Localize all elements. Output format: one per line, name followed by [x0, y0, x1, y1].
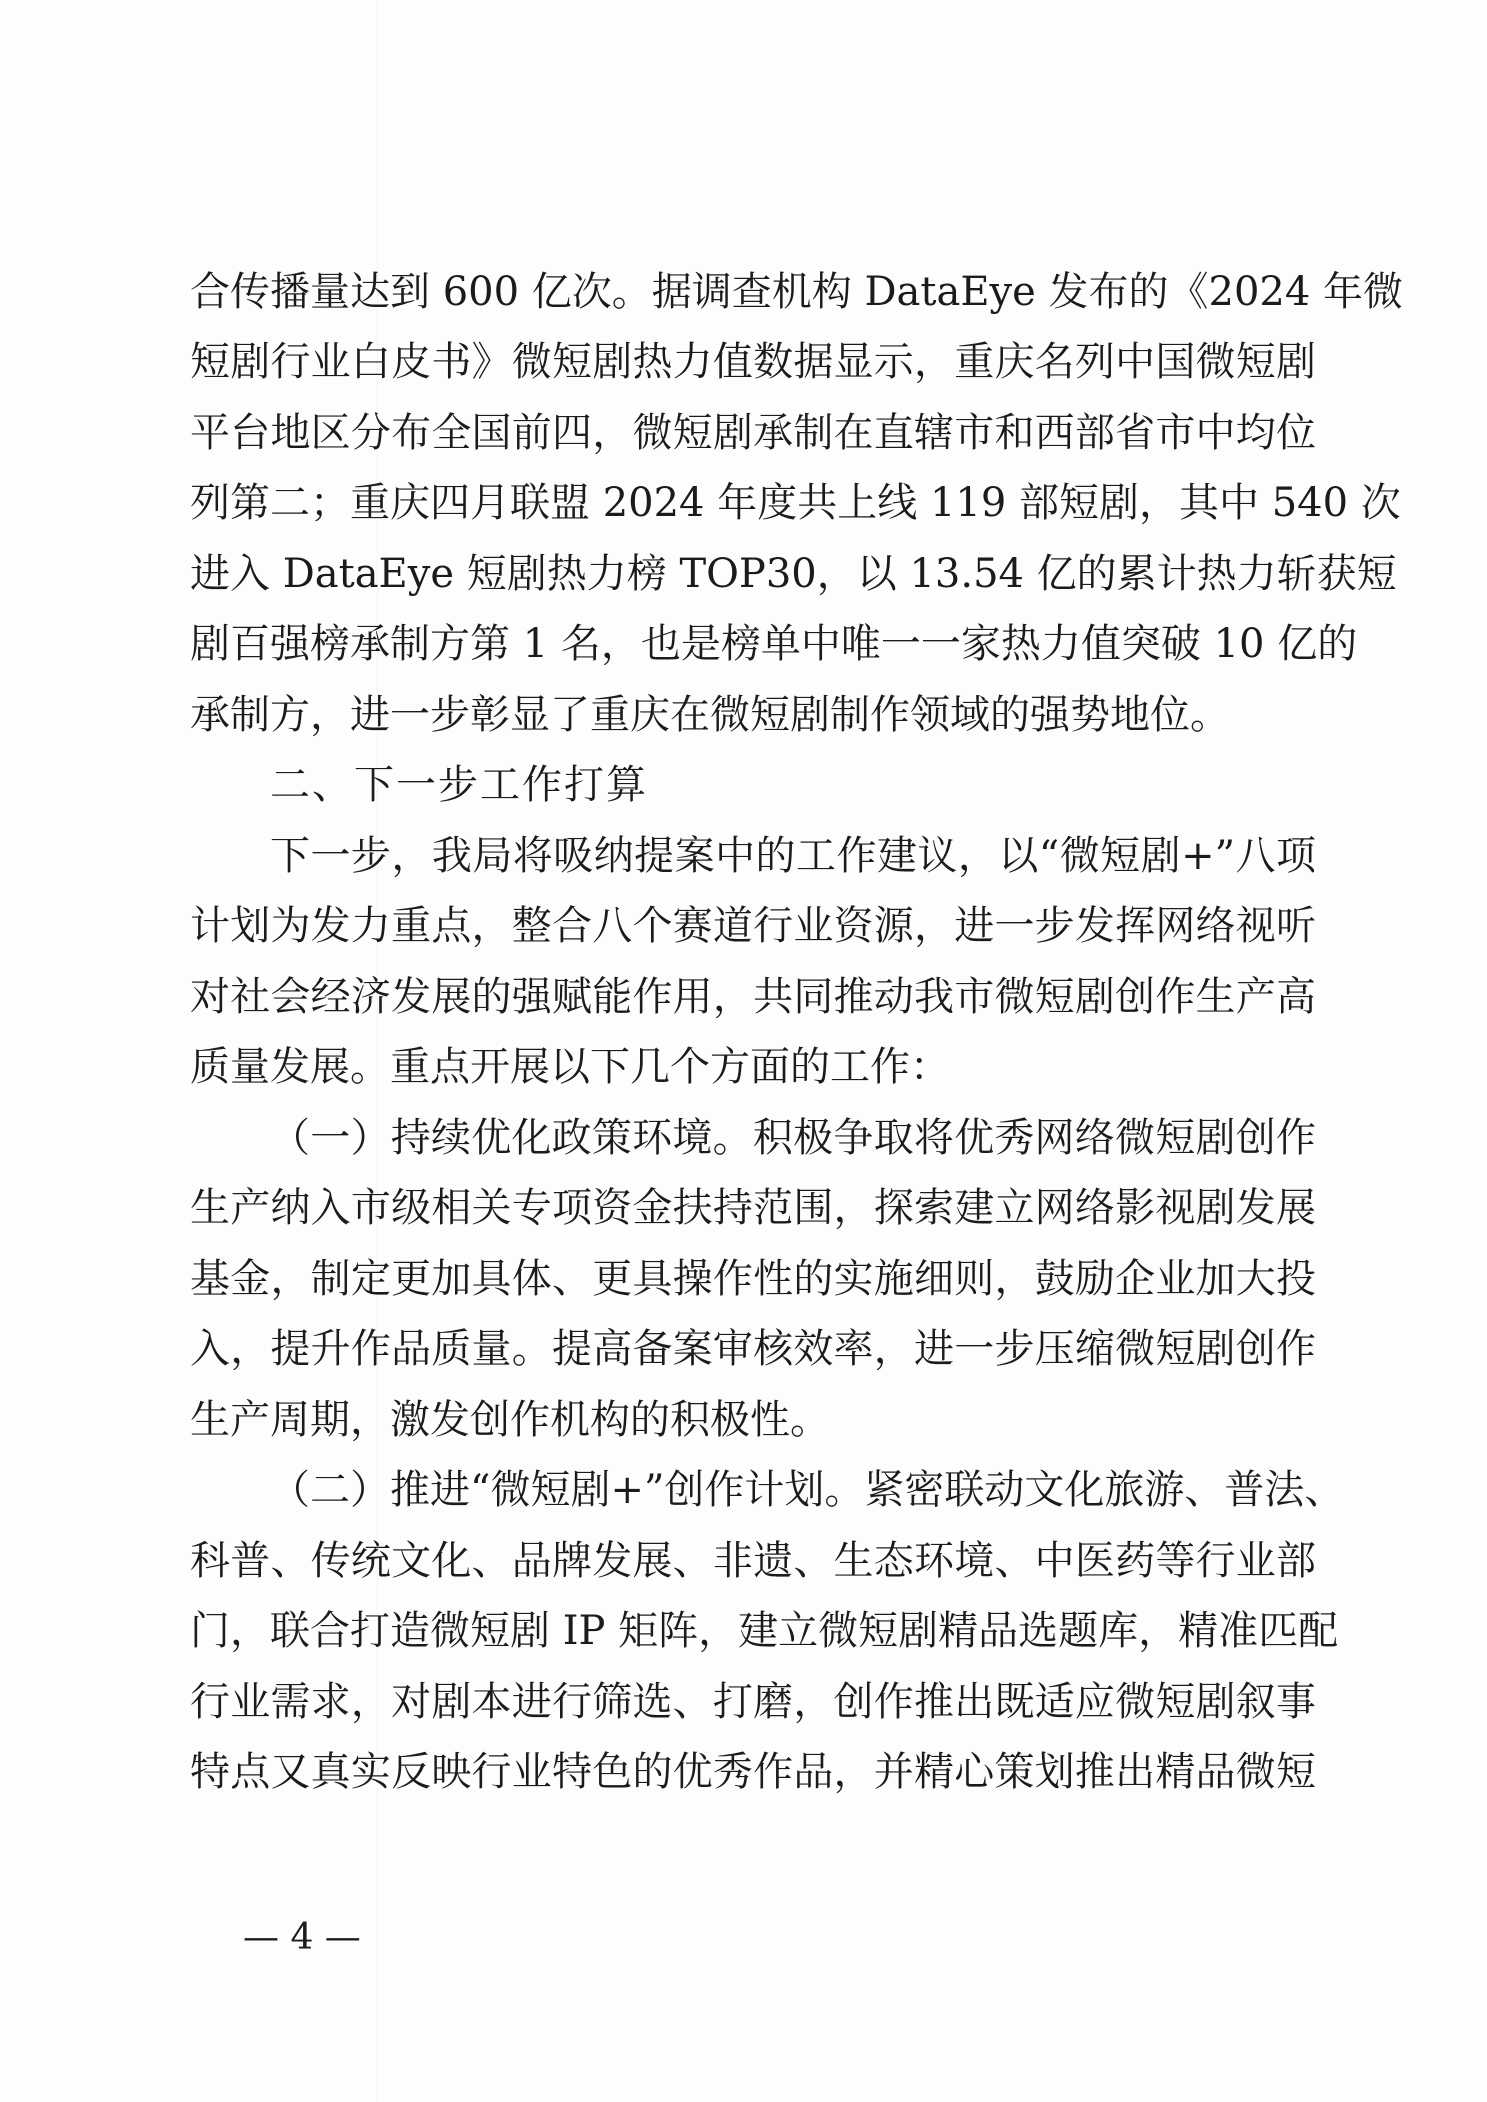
- paragraph-line: 生产纳入市级相关专项资金扶持范围，探索建立网络影视剧发展: [190, 1185, 1316, 1231]
- paragraph-line: 生产周期，激发创作机构的积极性。: [190, 1397, 830, 1443]
- paragraph-line: 特点又真实反映行业特色的优秀作品，并精心策划推出精品微短: [190, 1749, 1316, 1795]
- paragraph-line: 基金，制定更加具体、更具操作性的实施细则，鼓励企业加大投: [190, 1256, 1316, 1302]
- paragraph-line: 下一步，我局将吸纳提案中的工作建议，以“微短剧+”八项: [270, 833, 1316, 879]
- paragraph-line: （二）推进“微短剧+”创作计划。紧密联动文化旅游、普法、: [270, 1467, 1345, 1513]
- paragraph-line: 计划为发力重点，整合八个赛道行业资源，进一步发挥网络视听: [190, 903, 1316, 949]
- paragraph-line: 承制方，进一步彰显了重庆在微短剧制作领域的强势地位。: [190, 692, 1230, 738]
- page-number: — 4 —: [243, 1917, 361, 1958]
- paragraph-line: 进入 DataEye 短剧热力榜 TOP30，以 13.54 亿的累计热力斩获短: [190, 551, 1397, 597]
- paragraph-line: 质量发展。重点开展以下几个方面的工作：: [190, 1044, 950, 1090]
- paragraph-line: 科普、传统文化、品牌发展、非遗、生态环境、中医药等行业部: [190, 1538, 1316, 1584]
- paragraph-line: 列第二；重庆四月联盟 2024 年度共上线 119 部短剧，其中 540 次: [190, 480, 1401, 526]
- paragraph-line: 入，提升作品质量。提高备案审核效率，进一步压缩微短剧创作: [190, 1326, 1316, 1372]
- paragraph-line: 平台地区分布全国前四，微短剧承制在直辖市和西部省市中均位: [190, 410, 1316, 456]
- paragraph-line: 剧百强榜承制方第 1 名，也是榜单中唯一一家热力值突破 10 亿的: [190, 621, 1358, 667]
- paragraph-line: 门，联合打造微短剧 IP 矩阵，建立微短剧精品选题库，精准匹配: [190, 1608, 1339, 1654]
- paragraph-line: 合传播量达到 600 亿次。据调查机构 DataEye 发布的《2024 年微: [190, 269, 1404, 315]
- paragraph-line: 对社会经济发展的强赋能作用，共同推动我市微短剧创作生产高: [190, 974, 1316, 1020]
- paragraph-line: （一）持续优化政策环境。积极争取将优秀网络微短剧创作: [270, 1115, 1316, 1161]
- paragraph-line: 短剧行业白皮书》微短剧热力值数据显示，重庆名列中国微短剧: [190, 339, 1316, 385]
- section-heading: 二、下一步工作打算: [270, 762, 648, 808]
- paragraph-line: 行业需求，对剧本进行筛选、打磨，创作推出既适应微短剧叙事: [190, 1679, 1316, 1725]
